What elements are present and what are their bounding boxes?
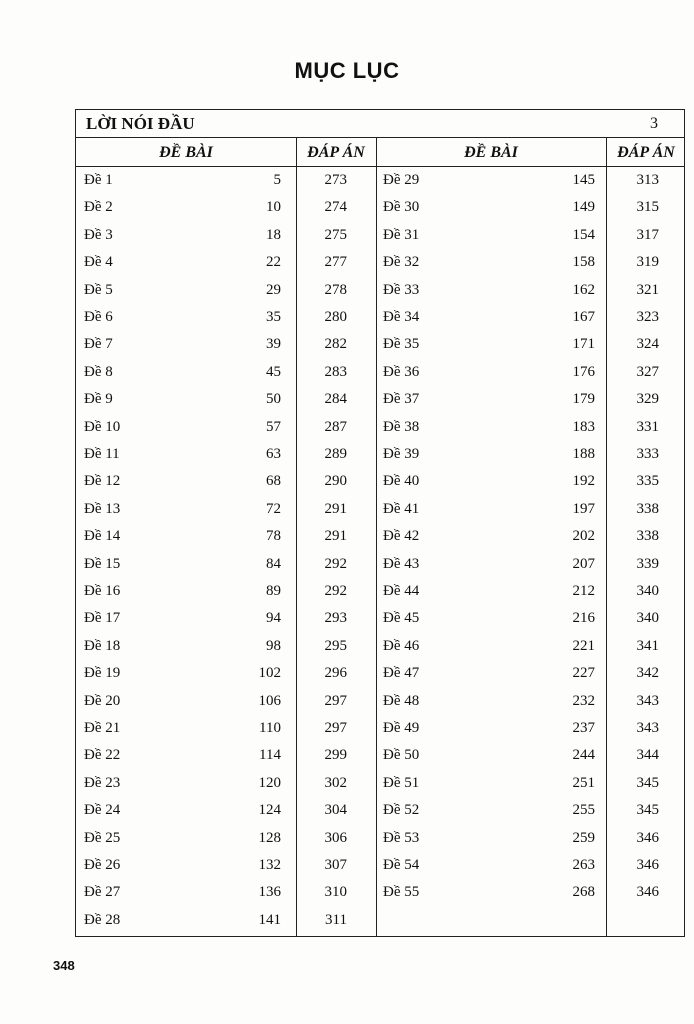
table-of-contents [75,109,685,937]
toc-entry-question-page: 179 [572,391,595,408]
toc-entry-answer-page: 304 [324,802,347,819]
toc-entry-answer-page: 297 [324,720,347,736]
toc-entry-name[interactable]: Đề 27 [84,884,121,901]
header-de-bai-right: ĐỀ BÀI [464,144,518,161]
header-divider [76,137,684,138]
page-title: MỤC LỤC [294,58,400,83]
toc-entry-answer-page: 275 [324,226,347,243]
toc-entry-name[interactable]: Đề 1 [84,172,113,188]
toc-entry-answer-page: 289 [324,446,347,462]
toc-entry-name[interactable]: Đề 55 [383,884,420,901]
toc-entry-question-page: 102 [258,665,281,682]
toc-entry-answer-page: 317 [636,226,659,243]
toc-entry-question-page: 5 [273,172,281,188]
page-number: 348 [53,958,75,973]
toc-entry-answer-page: 311 [325,911,347,928]
toc-entry-question-page: 124 [258,802,281,819]
toc-entry-answer-page: 323 [636,309,659,325]
toc-entry-question-page: 158 [572,254,595,271]
toc-entry-question-page: 39 [266,336,281,353]
toc-entry-answer-page: 345 [636,774,659,791]
toc-entry-question-page: 171 [572,336,595,353]
toc-entry-name[interactable]: Đề 25 [84,829,121,846]
toc-entry-question-page: 154 [572,226,595,243]
toc-entry-name[interactable]: Đề 32 [383,254,420,271]
toc-entry-answer-page: 273 [324,172,347,188]
toc-entry-question-page: 120 [258,774,281,791]
toc-entry-question-page: 22 [266,254,281,271]
toc-entry-name[interactable]: Đề 4 [84,254,113,271]
toc-entry-question-page: 136 [258,884,281,901]
toc-entry-answer-page: 339 [636,555,659,572]
toc-entry-question-page: 227 [572,665,595,682]
toc-entry-name[interactable]: Đề 14 [84,528,121,545]
toc-entry-name[interactable]: Đề 18 [84,637,121,654]
toc-entry-question-page: 84 [266,555,281,572]
toc-entry-answer-page: 340 [636,610,659,627]
toc-entry-name[interactable]: Đề 26 [84,857,121,873]
toc-entry-name[interactable]: Đề 30 [383,199,420,216]
toc-entry-name[interactable]: Đề 44 [383,583,420,599]
toc-entry-name[interactable]: Đề 34 [383,309,420,325]
center-divider [376,137,377,936]
toc-entry-answer-page: 306 [324,829,347,846]
toc-entry-name[interactable]: Đề 36 [383,363,420,380]
toc-entry-name[interactable]: Đề 6 [84,309,113,325]
toc-entry-name[interactable]: Đề 42 [383,528,420,545]
toc-entry-question-page: 197 [572,500,595,517]
toc-entry-name[interactable]: Đề 46 [383,637,420,654]
toc-entry-name[interactable]: Đề 45 [383,610,420,627]
toc-entry-answer-page: 338 [636,500,659,517]
toc-entry-question-page: 63 [266,446,281,462]
toc-entry-question-page: 29 [266,281,281,298]
toc-entry-question-page: 212 [572,583,595,599]
toc-entry-name[interactable]: Đề 39 [383,446,420,462]
toc-entry-name[interactable]: Đề 10 [84,418,121,435]
toc-entry-answer-page: 346 [636,829,659,846]
toc-entry-question-page: 35 [266,309,281,325]
toc-entry-name[interactable]: Đề 19 [84,665,121,682]
toc-entry-name[interactable]: Đề 12 [84,473,121,490]
toc-entry-name[interactable]: Đề 38 [383,418,420,435]
toc-entry-question-page: 141 [258,911,281,928]
toc-entry-answer-page: 345 [636,802,659,819]
toc-entry-answer-page: 282 [324,336,347,353]
toc-entry-question-page: 221 [572,637,595,654]
toc-entry-name[interactable]: Đề 28 [84,911,121,928]
toc-entry-name[interactable]: Đề 53 [383,829,420,846]
toc-entry-name[interactable]: Đề 43 [383,555,420,572]
header-de-bai-left: ĐỀ BÀI [159,144,213,161]
toc-entry-answer-page: 343 [636,692,659,709]
toc-entry-name[interactable]: Đề 31 [383,226,420,243]
toc-entry-answer-page: 333 [636,446,659,462]
toc-entry-answer-page: 292 [324,555,347,572]
toc-entry-answer-page: 319 [636,254,659,271]
toc-entry-answer-page: 346 [636,857,659,873]
toc-entry-answer-page: 343 [636,720,659,736]
toc-entry-name[interactable]: Đề 29 [383,172,420,188]
toc-entry-answer-page: 346 [636,884,659,901]
toc-entry-name[interactable]: Đề 3 [84,226,113,243]
toc-entry-answer-page: 293 [324,610,347,627]
toc-entry-name[interactable]: Đề 21 [84,720,121,736]
toc-entry-answer-page: 340 [636,583,659,599]
toc-entry-name[interactable]: Đề 47 [383,665,420,682]
toc-entry-answer-page: 341 [636,637,659,654]
toc-entry-name[interactable]: Đề 13 [84,500,121,517]
toc-entry-name[interactable]: Đề 11 [84,446,120,462]
toc-entry-answer-page: 299 [324,747,347,764]
toc-entry-name[interactable]: Đề 9 [84,391,113,408]
toc-entry-question-page: 216 [572,610,595,627]
toc-entry-question-page: 50 [266,391,281,408]
toc-entry-answer-page: 313 [636,172,659,188]
toc-entry-name[interactable]: Đề 40 [383,473,420,490]
header-dap-an-left: ĐÁP ÁN [307,144,365,161]
toc-entry-question-page: 10 [266,199,281,216]
toc-entry-name[interactable]: Đề 23 [84,774,121,791]
header-bottom-divider [76,166,684,167]
toc-entry-question-page: 183 [572,418,595,435]
toc-entry-name[interactable]: Đề 33 [383,281,420,298]
toc-entry-answer-page: 274 [324,199,347,216]
toc-entry-answer-page: 310 [324,884,347,901]
toc-entry-question-page: 192 [572,473,595,490]
toc-entry-answer-page: 277 [324,254,347,271]
toc-entry-question-page: 89 [266,583,281,599]
toc-entry-name[interactable]: Đề 8 [84,363,113,380]
toc-entry-name[interactable]: Đề 54 [383,857,420,873]
toc-entry-name[interactable]: Đề 49 [383,720,420,736]
toc-entry-name[interactable]: Đề 16 [84,583,121,599]
toc-entry-question-page: 162 [572,281,595,298]
toc-entry-answer-page: 302 [324,774,347,791]
toc-entry-answer-page: 338 [636,528,659,545]
toc-entry-question-page: 149 [572,199,595,216]
toc-entry-answer-page: 331 [636,418,659,435]
toc-entry-answer-page: 287 [324,418,347,435]
toc-entry-question-page: 263 [572,857,595,873]
toc-entry-answer-page: 291 [324,528,347,545]
toc-entry-name[interactable]: Đề 22 [84,747,121,764]
toc-entry-question-page: 255 [572,802,595,819]
toc-entry-question-page: 202 [572,528,595,545]
toc-entry-answer-page: 292 [324,583,347,599]
intro-page-number: 3 [650,115,658,132]
toc-entry-name[interactable]: Đề 37 [383,391,420,408]
toc-entry-question-page: 94 [266,610,281,627]
toc-entry-question-page: 128 [258,829,281,846]
toc-entry-name[interactable]: Đề 24 [84,802,121,819]
toc-entry-answer-page: 315 [636,199,659,216]
toc-entry-question-page: 68 [266,473,281,490]
toc-entry-answer-page: 307 [324,857,347,873]
toc-entry-question-page: 207 [572,555,595,572]
toc-entry-answer-page: 344 [636,747,659,764]
toc-entry-question-page: 132 [258,857,281,873]
toc-entry-answer-page: 329 [636,391,659,408]
toc-entry-name[interactable]: Đề 52 [383,802,420,819]
toc-entry-question-page: 268 [572,884,595,901]
toc-entry-name[interactable]: Đề 15 [84,555,121,572]
toc-entry-answer-page: 327 [636,363,659,380]
toc-entry-name[interactable]: Đề 35 [383,336,420,353]
toc-entry-name[interactable]: Đề 7 [84,336,113,353]
toc-entry-question-page: 188 [572,446,595,462]
toc-entry-answer-page: 324 [636,336,659,353]
intro-label[interactable]: LỜI NÓI ĐẦU [86,114,195,133]
toc-entry-question-page: 78 [266,528,281,545]
toc-entry-name[interactable]: Đề 20 [84,692,121,709]
toc-entry-answer-page: 296 [324,665,347,682]
toc-entry-name[interactable]: Đề 50 [383,747,420,764]
toc-entry-question-page: 72 [266,500,281,517]
toc-entry-question-page: 176 [572,363,595,380]
toc-entry-question-page: 98 [266,637,281,654]
toc-entry-question-page: 167 [572,309,595,325]
toc-entry-answer-page: 290 [324,473,347,490]
toc-entry-question-page: 110 [259,720,281,736]
toc-entry-name[interactable]: Đề 17 [84,610,121,627]
toc-entry-answer-page: 295 [324,637,347,654]
toc-entry-answer-page: 321 [636,281,659,298]
toc-entry-question-page: 251 [572,774,595,791]
toc-entry-answer-page: 283 [324,363,347,380]
toc-entry-name[interactable]: Đề 5 [84,281,113,298]
toc-entry-answer-page: 297 [324,692,347,709]
toc-entry-answer-page: 291 [324,500,347,517]
toc-entry-question-page: 57 [266,418,281,435]
toc-entry-answer-page: 280 [324,309,347,325]
header-dap-an-right: ĐÁP ÁN [617,144,675,161]
toc-entry-name[interactable]: Đề 41 [383,500,420,517]
toc-entry-question-page: 145 [572,172,595,188]
toc-entry-question-page: 18 [266,226,281,243]
toc-entry-question-page: 45 [266,363,281,380]
toc-entry-question-page: 106 [258,692,281,709]
toc-entry-question-page: 237 [572,720,595,736]
toc-entry-name[interactable]: Đề 2 [84,199,113,216]
toc-entry-question-page: 259 [572,829,595,846]
toc-entry-question-page: 232 [572,692,595,709]
toc-entry-name[interactable]: Đề 51 [383,774,420,791]
toc-entry-question-page: 244 [572,747,595,764]
toc-entry-name[interactable]: Đề 48 [383,692,420,709]
toc-entry-answer-page: 335 [636,473,659,490]
toc-entry-answer-page: 284 [324,391,347,408]
toc-entry-answer-page: 342 [636,665,659,682]
toc-entry-answer-page: 278 [324,281,347,298]
toc-entry-question-page: 114 [259,747,281,764]
